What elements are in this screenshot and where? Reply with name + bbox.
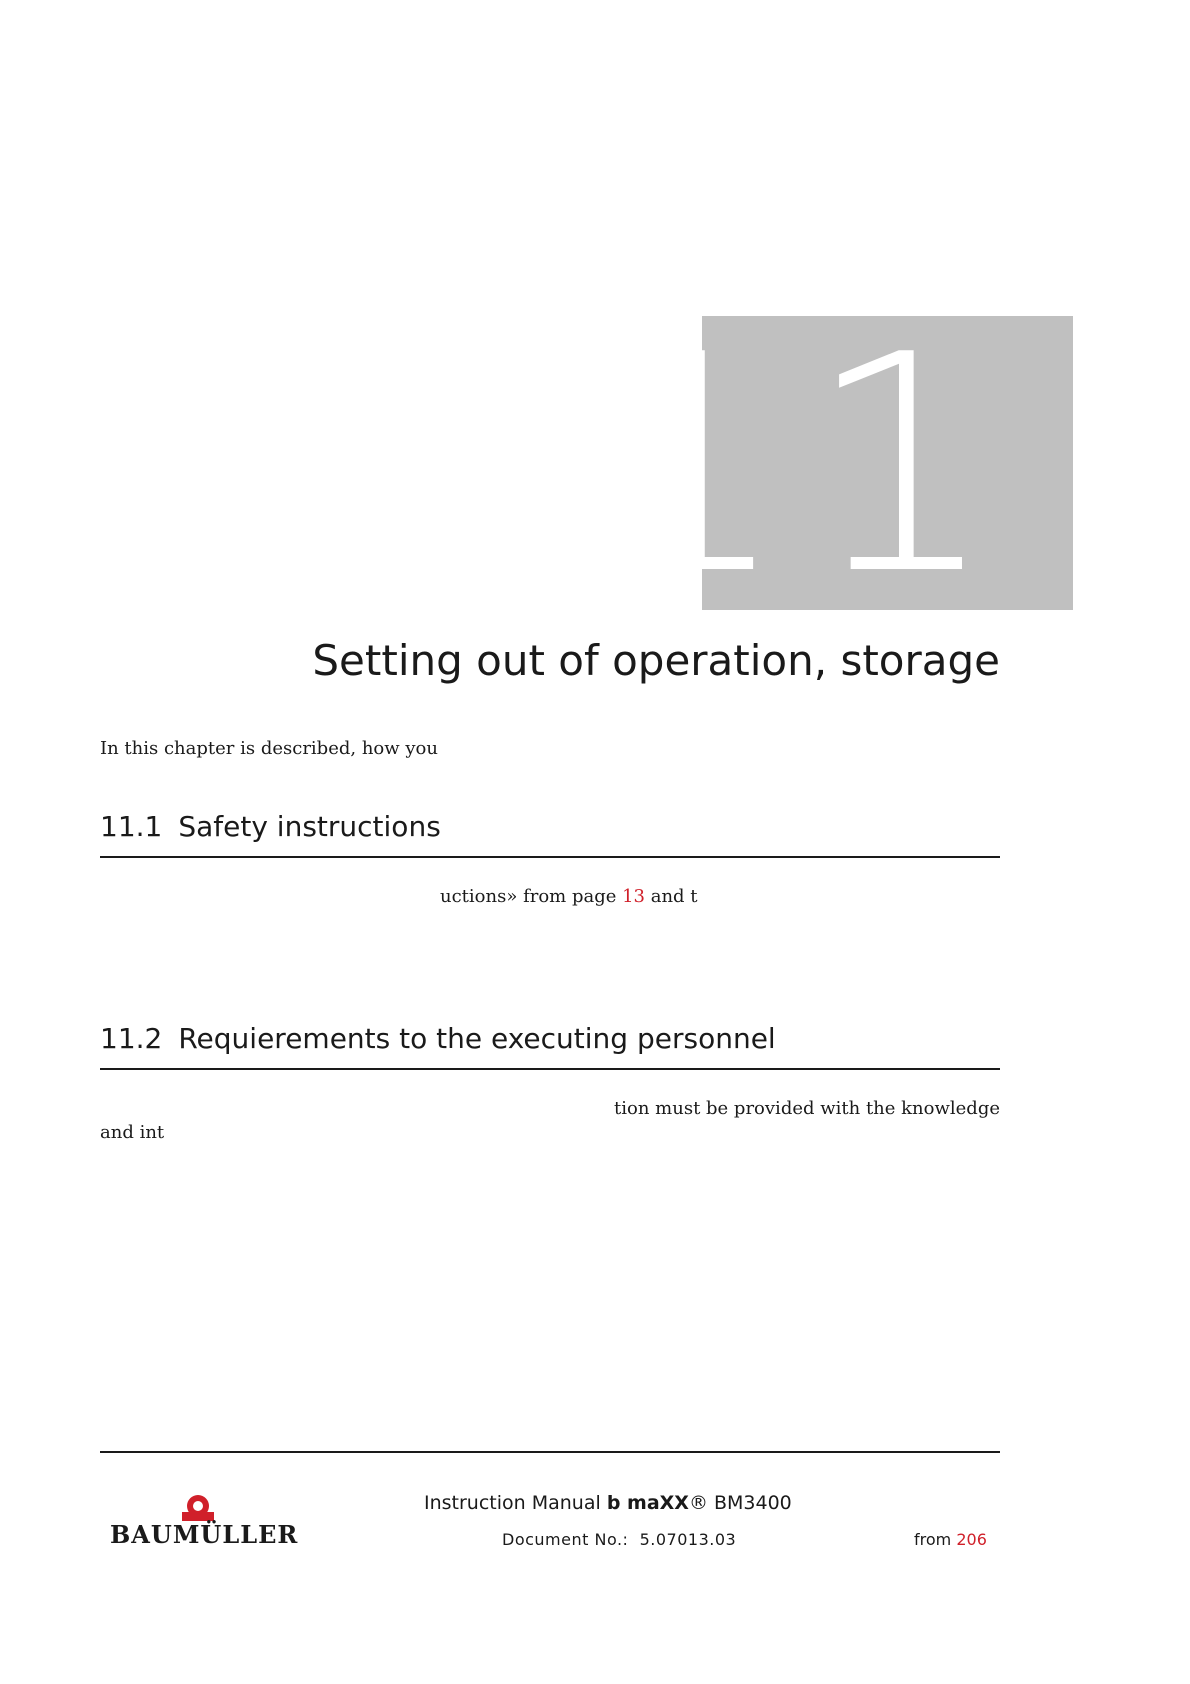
section-heading-personnel bbox=[100, 1022, 1000, 1056]
section-rule bbox=[100, 1068, 1000, 1070]
total-pages[interactable]: 206 bbox=[956, 1530, 987, 1549]
page-count bbox=[914, 1530, 987, 1549]
manual-prefix: Instruction Manual bbox=[424, 1492, 607, 1514]
page-link[interactable]: 13 bbox=[622, 886, 646, 907]
personnel-paragraph-line2: and int bbox=[100, 1122, 165, 1143]
section-number: 11.2 bbox=[100, 1022, 163, 1055]
section-number: 11.1 bbox=[100, 810, 163, 843]
safety-text-after: and t bbox=[645, 886, 698, 907]
baumuller-logo bbox=[110, 1492, 299, 1549]
from-label: from bbox=[914, 1530, 952, 1549]
chapter-number-box bbox=[597, 291, 1073, 640]
personnel-paragraph-line1: tion must be provided with the knowledge bbox=[614, 1098, 1000, 1119]
chapter-title: Setting out of operation, storage bbox=[312, 636, 1000, 685]
safety-text-before: uctions» from page bbox=[440, 886, 623, 907]
section-rule bbox=[100, 856, 1000, 858]
section-title: Requierements to the executing personnel bbox=[178, 1022, 776, 1055]
section-heading-safety bbox=[100, 810, 1000, 844]
section-title: Safety instructions bbox=[178, 810, 441, 843]
logo-wordmark: BAUMÜLLER bbox=[110, 1520, 299, 1549]
manual-title bbox=[424, 1492, 792, 1514]
chapter-number: 11 bbox=[597, 291, 1015, 640]
intro-paragraph: In this chapter is described, how you bbox=[100, 738, 438, 759]
logo-mark-icon bbox=[110, 1492, 290, 1522]
document-number bbox=[502, 1530, 736, 1549]
product-name: b maXX bbox=[606, 1492, 689, 1514]
doc-number-value: 5.07013.03 bbox=[639, 1530, 737, 1549]
footer-rule bbox=[100, 1451, 1000, 1453]
doc-label: Document No.: bbox=[502, 1530, 629, 1549]
registered-mark: ® bbox=[688, 1492, 708, 1514]
safety-paragraph-fragment bbox=[440, 886, 698, 907]
model-name: BM3400 bbox=[707, 1492, 792, 1514]
